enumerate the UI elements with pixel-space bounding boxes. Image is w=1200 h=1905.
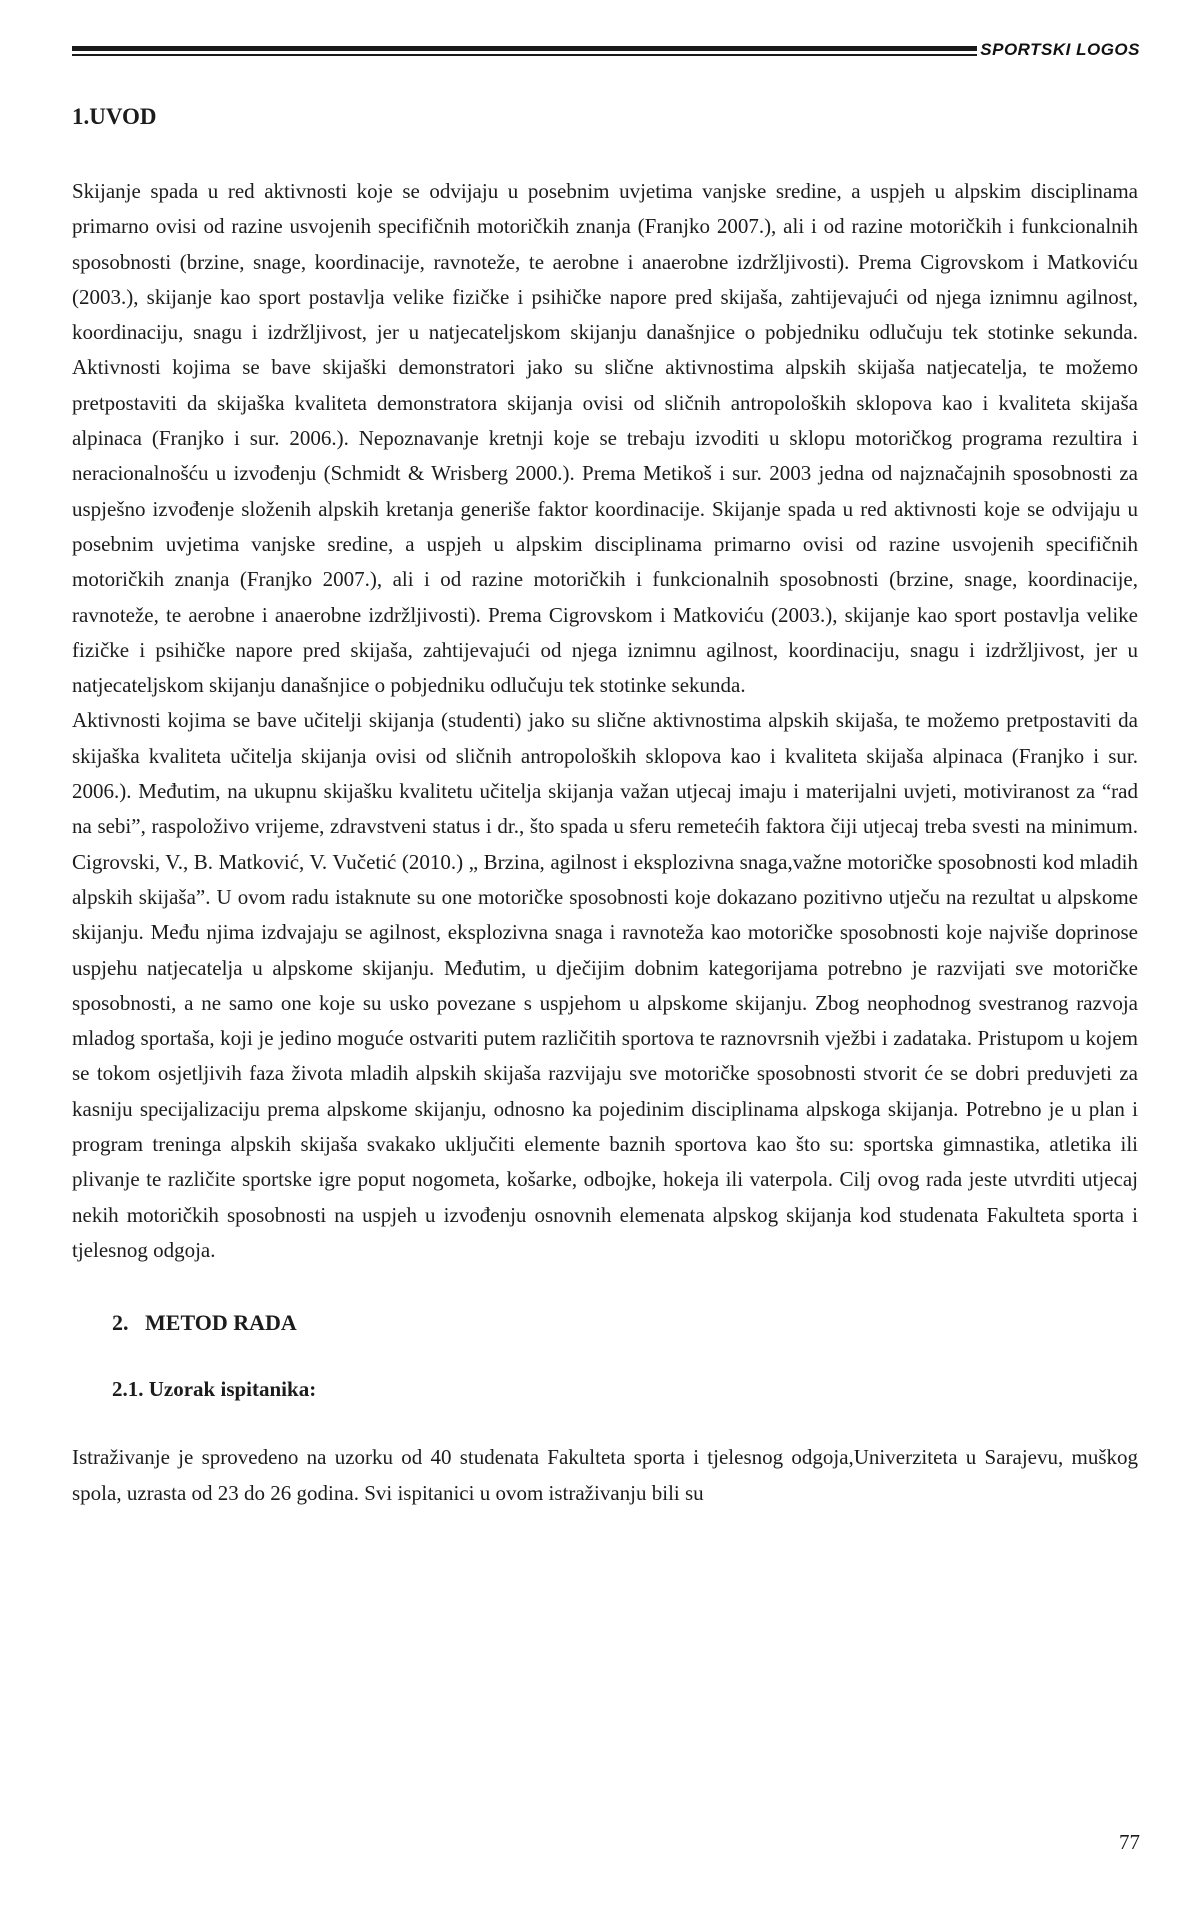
uvod-paragraph-1: Skijanje spada u red aktivnosti koje se odvijaju u posebnim uvjetima vanjske sredine, a uspjeh u alpskim disciplinama primarno ovisi od razine usvojenih specifičnih motoričkih znanja (Franjko 2007.), ali i od razine motoričkih i funkcionalnih sposobnosti (brzine, snage, koordinacije, ravnoteže, te aerobne i anaerobne izdržljivosti). Prema Cigrovskom i Matkoviću (2003.), skijanje kao sport postavlja velike fizičke i psihičke napore pred skijaša, zahtijevajući od njega iznimnu agilnost, koordinaciju, snagu i izdržljivost, jer u natjecateljskom skijanju današnjice o pobjedniku odlučuju tek stotinke sekunda. Aktivnosti kojima se bave skijaški demonstratori jako su slične aktivnostima alpskih skijaša natjecatelja, te možemo pretpostaviti da skijaška kvaliteta demonstratora skijanja ovisi od sličnih antropoloških sklopova kao i kvaliteta skijaša alpinaca (Franjko i sur. 2006.). Nepoznavanje kretnji koje se trebaju izvoditi u sklopu motoričkog programa rezultira i neracionalnošću u izvođenju (Schmidt & Wrisberg 2000.). Prema Metikoš i sur. 2003 jedna od najznačajnih sposobnosti za uspješno izvođenje složenih alpskih kretanja generiše faktor koordinacije. Skijanje spada u red aktivnosti koje se odvijaju u posebnim uvjetima vanjske sredine, a uspjeh u alpskim disciplinama primarno ovisi od razine usvojenih specifičnih motoričkih znanja (Franjko 2007.), ali i od razine motoričkih i funkcionalnih sposobnosti (brzine, snage, koordinacije, ravnoteže, te aerobne i anaerobne izdržljivosti). Prema Cigrovskom i Matkoviću (2003.), skijanje kao sport postavlja velike fizičke i psihičke napore pred skijaša, zahtijevajući od njega iznimnu agilnost, koordinaciju, snagu i izdržljivost, jer u natjecateljskom skijanju današnjice o pobjedniku odlučuju tek stotinke sekunda. xyxy=(72,179,1138,698)
page-content xyxy=(72,100,1138,1511)
uvod-paragraph-2: Aktivnosti kojima se bave učitelji skijanja (studenti) jako su slične aktivnostima alpskih skijaša, te možemo pretpostaviti da skijaška kvaliteta učitelja skijanja ovisi od sličnih antropoloških sklopova kao i kvaliteta skijaša alpinaca (Franjko i sur. 2006.). Međutim, na ukupnu skijašku kvalitetu učitelja skijanja važan utjecaj imaju i materijalni uvjeti, motiviranost za “rad na sebi”, raspoloživo vrijeme, zdravstveni status i dr., što spada u sferu remetećih faktora čiji utjecaj treba svesti na minimum. Cigrovski, V., B. Matković, V. Vučetić (2010.) „ Brzina, agilnost i eksplozivna snaga,važne motoričke sposobnosti kod mladih alpskih skijaša”. U ovom radu istaknute su one motoričke sposobnosti koje dokazano pozitivno utječu na rezultat u alpskome skijanju. Među njima izdvajaju se agilnost, eksplozivna snaga i ravnoteža kao motoričke sposobnosti koje najviše doprinose uspjehu natjecatelja u alpskome skijanju. Međutim, u dječijim dobnim kategorijama potrebno je razvijati sve motoričke sposobnosti, a ne samo one koje su usko povezane s uspjehom u alpskome skijanju. Zbog neophodnog svestranog razvoja mladog sportaša, koji je jedino moguće ostvariti putem različitih sportova te raznovrsnih vježbi i zadataka. Pristupom u kojem se tokom osjetljivih faza života mladih alpskih skijaša razvijaju sve motoričke sposobnosti stvorit će se dobri preduvjeti za kasniju specijalizaciju prema alpskome skijanju, odnosno ka pojedinim disciplinama alpskoga skijanja. Potrebno je u plan i program treninga alpskih skijaša svakako uključiti elemente baznih sportova kao što su: sportska gimnastika, atletika ili plivanje te različite sportske igre poput nogometa, košarke, odbojke, hokeja ili vaterpola. Cilj ovog rada jeste utvrditi utjecaj nekih motoričkih sposobnosti na uspjeh u izvođenju osnovnih elemenata alpskog skijanja kod studenata Fakulteta sporta i tjelesnog odgoja. xyxy=(72,708,1138,1262)
journal-name: SPORTSKI LOGOS xyxy=(980,40,1140,59)
section-title-metod-rada: 2. METOD RADA xyxy=(112,1310,297,1336)
uzorak-paragraph: Istraživanje je sprovedeno na uzorku od 40 studenata Fakulteta sporta i tjelesnog odgoja,Univerziteta u Sarajevu, muškog spola, uzrasta od 23 do 26 godina. Svi ispitanici u ovom istraživanju bili su xyxy=(72,1445,1138,1505)
running-header xyxy=(72,40,1140,66)
page-number: 77 xyxy=(1119,1830,1140,1854)
section-title-uvod: 1.UVOD xyxy=(72,104,157,129)
subsection-title-uzorak: 2.1. Uzorak ispitanika: xyxy=(112,1377,317,1402)
header-rule xyxy=(72,46,977,56)
